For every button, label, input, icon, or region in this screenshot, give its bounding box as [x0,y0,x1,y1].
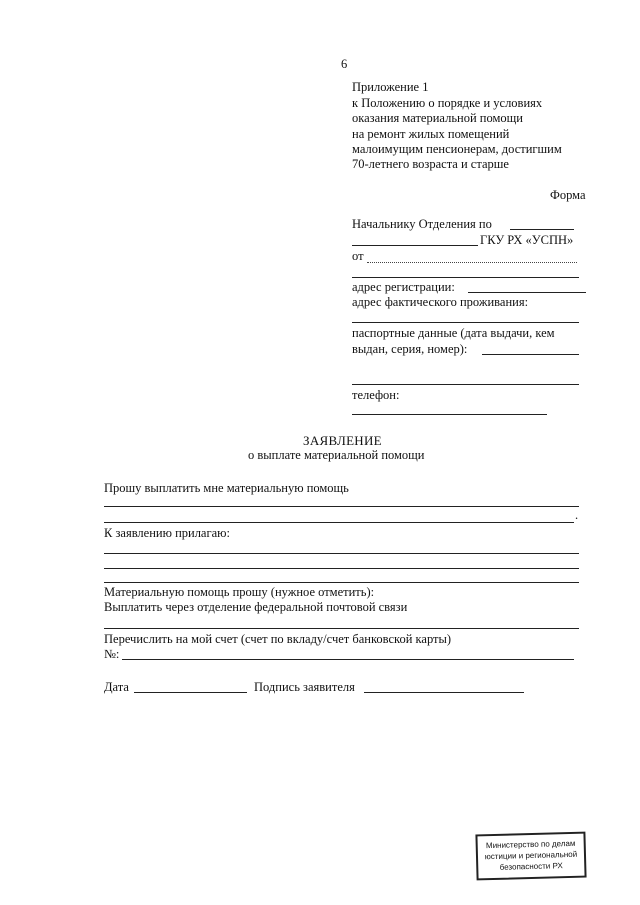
document-subtitle: о выплате материальной помощи [248,448,425,462]
request-field-1[interactable] [104,506,579,507]
from-label: от [352,249,364,263]
appendix-line: оказания материальной помощи [352,111,523,125]
attach-field-3[interactable] [104,582,579,583]
reg-address-label: адрес регистрации: [352,280,455,294]
passport-label-2: выдан, серия, номер): [352,342,468,356]
date-label: Дата [104,680,129,694]
appendix-line: на ремонт жилых помещений [352,127,510,141]
fact-address-label: адрес фактического проживания: [352,295,529,309]
signature-field[interactable] [364,692,524,693]
appendix-line: к Положению о порядке и условиях [352,96,543,110]
department-name-field[interactable] [352,245,478,246]
appendix-line: Приложение 1 [352,80,429,94]
fact-address-field[interactable] [352,322,579,323]
phone-field[interactable] [352,414,547,415]
method-label: Материальную помощь прошу (нужное отметить): [104,585,375,599]
form-label: Форма [550,188,586,202]
phone-label: телефон: [352,388,400,402]
request-text: Прошу выплатить мне материальную помощь [104,481,349,495]
signature-label: Подпись заявителя [254,680,355,694]
account-number-label: №: [104,647,120,661]
attach-field-1[interactable] [104,553,579,554]
passport-field[interactable] [482,354,579,355]
stamp-line: безопасности РХ [499,861,563,872]
stamp-line: Министерство по делам [485,838,576,851]
ministry-stamp [475,832,586,881]
page-number: 6 [341,57,348,71]
stamp-line: юстиции и региональной [484,849,578,862]
request-field-2[interactable] [104,522,574,523]
attach-label: К заявлению прилагаю: [104,526,230,540]
reg-address-field[interactable] [468,292,586,293]
appendix-line: 70-летнего возраста и старше [352,157,509,171]
post-field[interactable] [104,628,579,629]
attach-field-2[interactable] [104,568,579,569]
from-field[interactable] [367,262,577,263]
from-field-2[interactable] [352,277,579,278]
addressee-org: ГКУ РХ «УСПН» [480,233,574,247]
account-option[interactable]: Перечислить на мой счет (счет по вкладу/счет банковской карты) [104,632,452,646]
addressee-head: Начальнику Отделения по [352,217,492,231]
passport-label-1: паспортные данные (дата выдачи, кем [352,326,555,340]
date-field[interactable] [134,692,247,693]
document-title: ЗАЯВЛЕНИЕ [303,433,382,448]
post-option[interactable]: Выплатить через отделение федеральной почтовой связи [104,600,408,614]
account-number-field[interactable] [122,659,574,660]
department-field[interactable] [510,229,574,230]
passport-field-2[interactable] [352,384,579,385]
request-period: . [575,508,579,522]
appendix-line: малоимущим пенсионерам, достигшим [352,142,562,156]
